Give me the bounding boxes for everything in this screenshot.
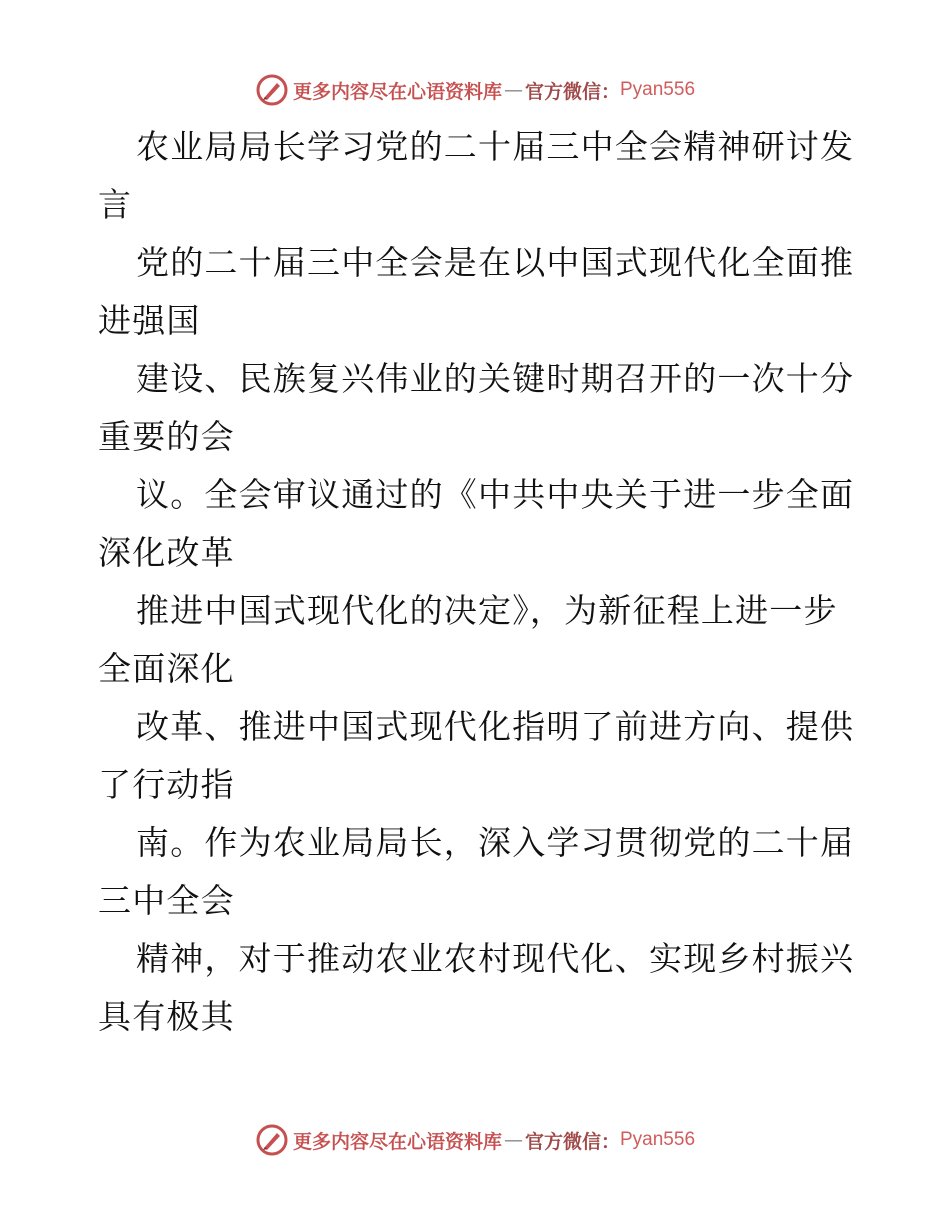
banner-brand-text: 更多内容尽在心语资料库: [292, 80, 502, 103]
pen-logo-icon: [255, 1123, 289, 1157]
pen-logo-icon: [255, 73, 289, 107]
banner-dash: —: [503, 1129, 523, 1151]
doc-paragraph: 南。作为农业局局长，深入学习贯彻党的二十届三中全会: [98, 823, 855, 920]
banner-wechat-label: 官方微信：: [524, 80, 620, 103]
doc-paragraph: 精神，对于推动农业农村现代化、实现乡村振兴具有极其: [98, 939, 855, 1036]
banner-wechat-label: 官方微信：: [524, 1130, 620, 1153]
document-body: [98, 118, 858, 1046]
doc-paragraph: 建设、民族复兴伟业的关键时期召开的一次十分重要的会: [98, 359, 855, 456]
banner-dash: —: [503, 79, 523, 101]
doc-paragraph: 党的二十届三中全会是在以中国式现代化全面推进强国: [98, 243, 855, 340]
footer-watermark-banner: [0, 1120, 950, 1160]
header-watermark-banner: [0, 70, 950, 110]
banner-brand-text: 更多内容尽在心语资料库: [292, 1130, 502, 1153]
doc-paragraph: 改革、推进中国式现代化指明了前进方向、提供了行动指: [98, 707, 855, 804]
banner-wechat-handle: Pyan556: [620, 79, 696, 100]
doc-title-paragraph: 农业局局长学习党的二十届三中全会精神研讨发言: [98, 127, 855, 224]
doc-paragraph: 议。全会审议通过的《中共中央关于进一步全面深化改革: [98, 475, 855, 572]
doc-paragraph: 推进中国式现代化的决定》，为新征程上进一步全面深化: [98, 591, 838, 688]
banner-wechat-handle: Pyan556: [620, 1129, 696, 1150]
